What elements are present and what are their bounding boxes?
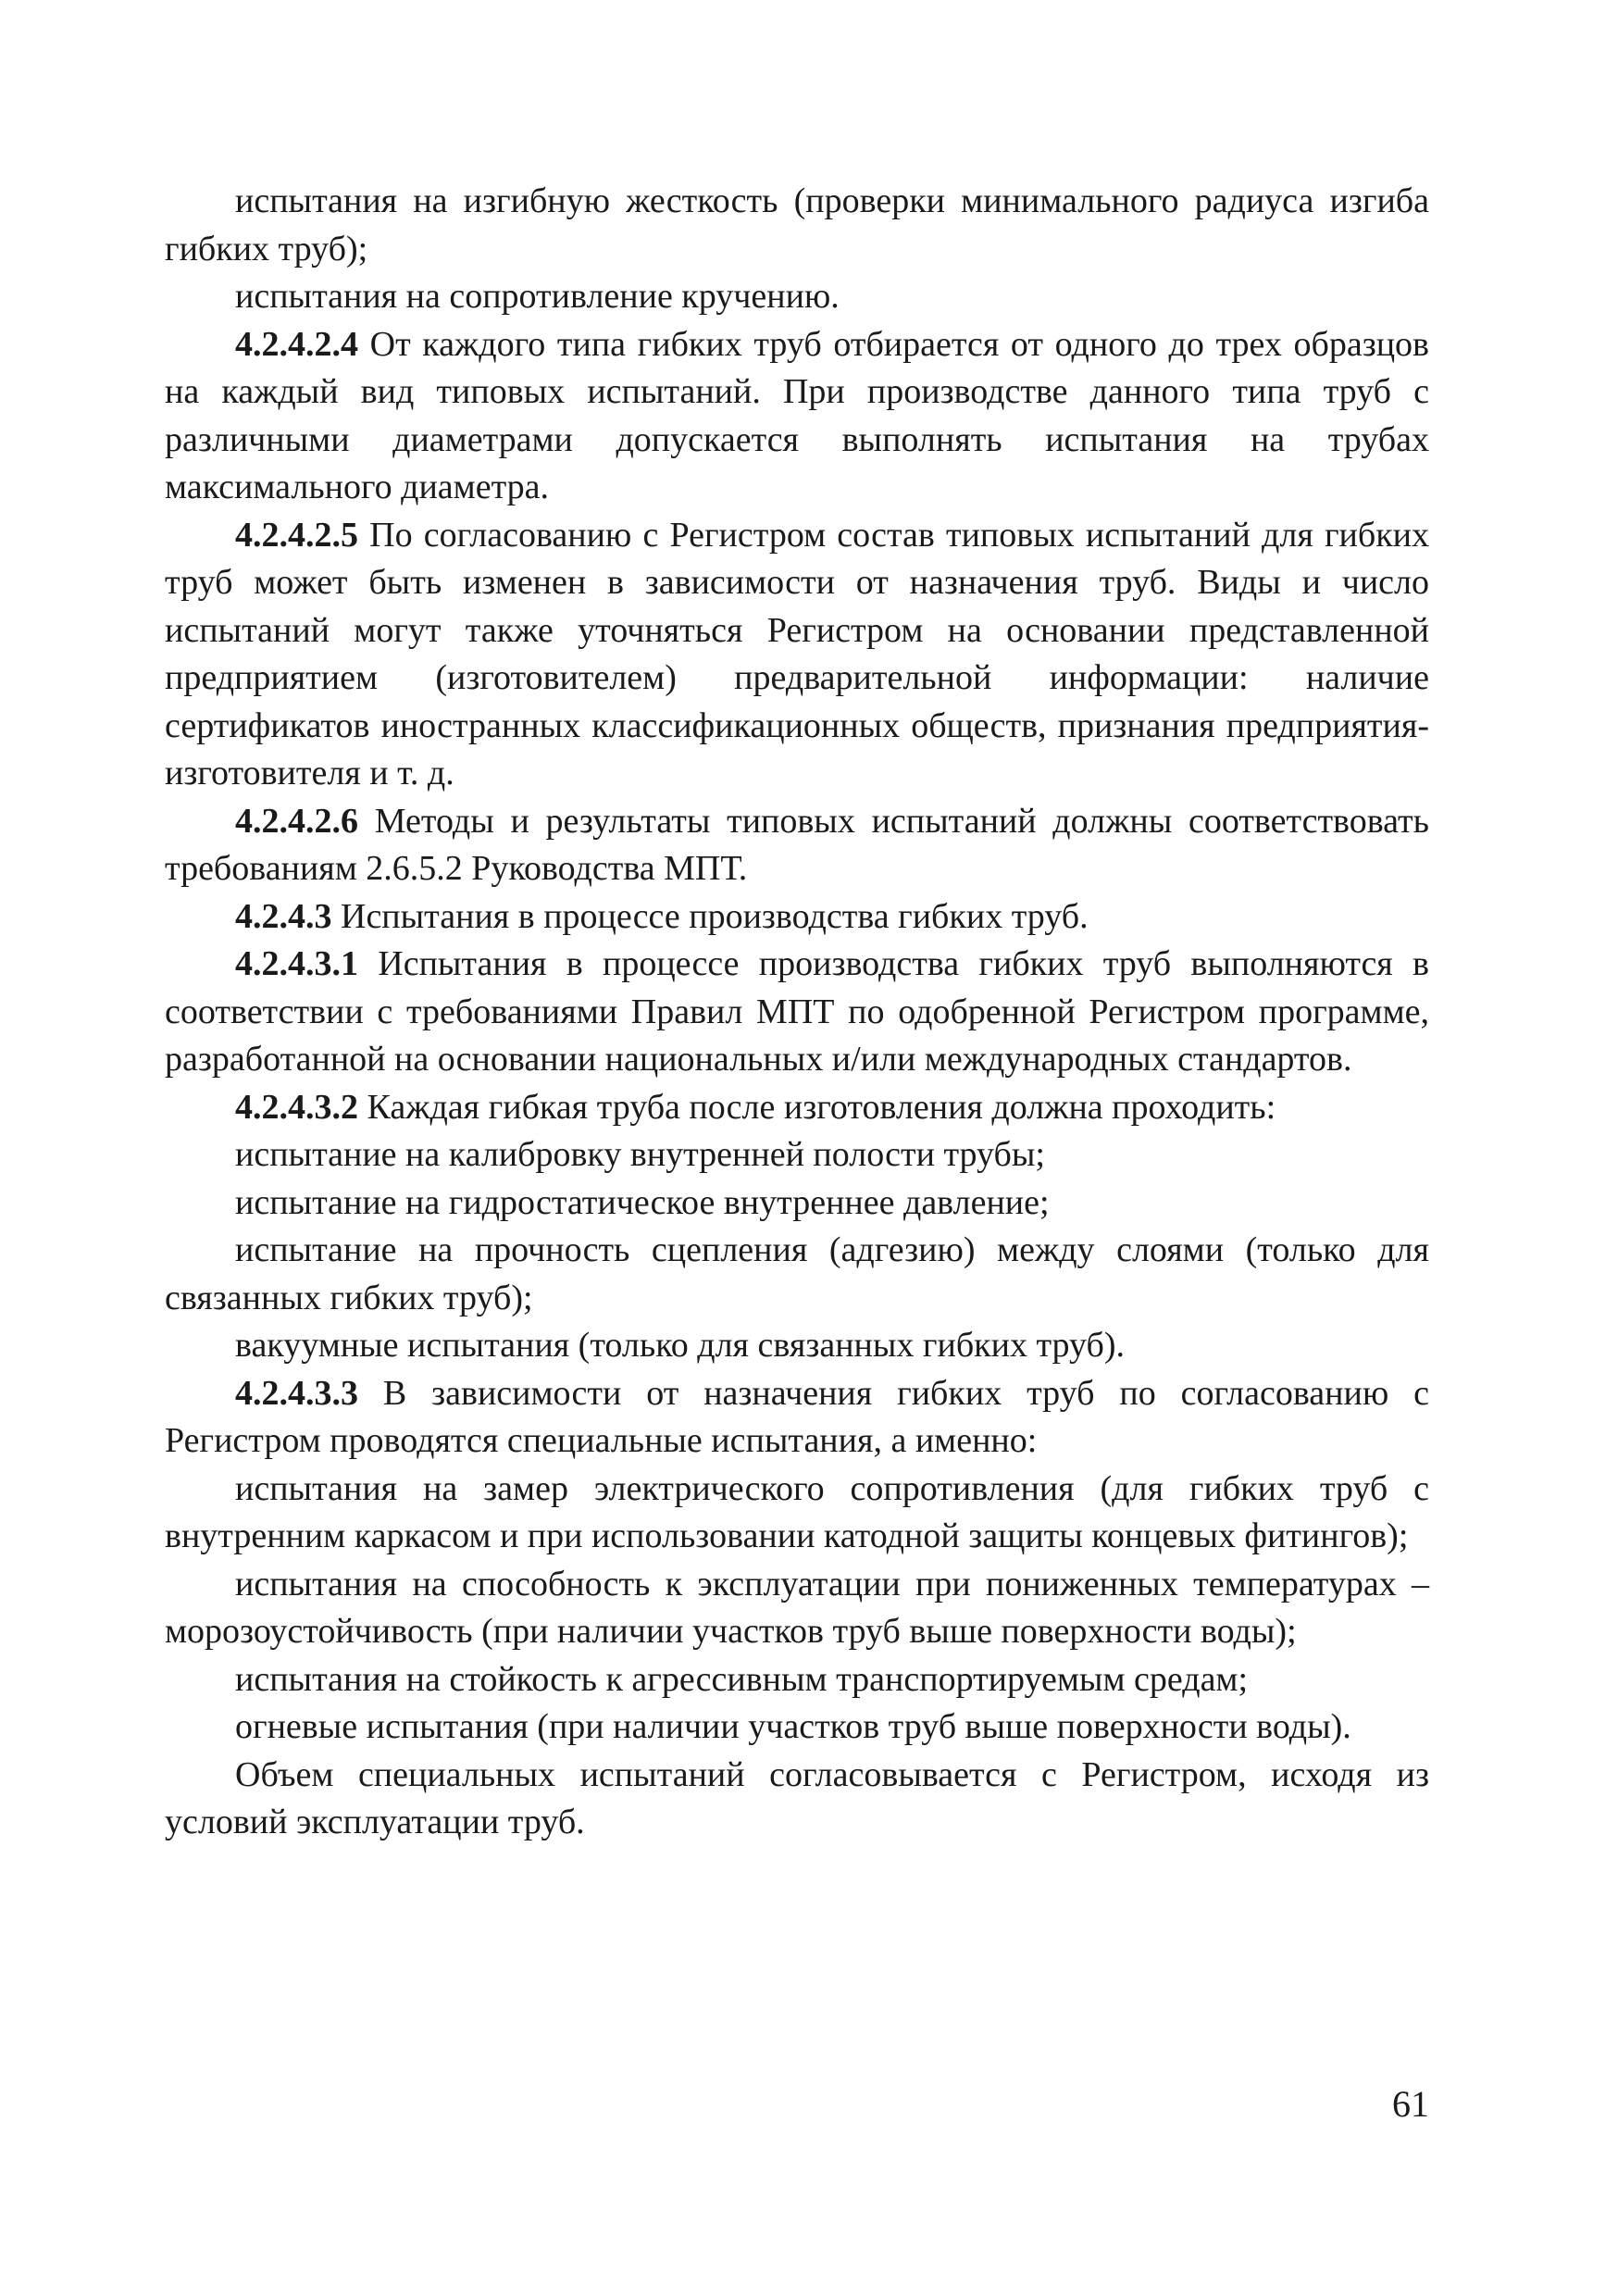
clause-number: 4.2.4.2.5 <box>235 515 358 555</box>
paragraph-text: Объем специальных испытаний согласовывается с Регистром, исходя из условий эксплуатации труб. <box>165 1754 1429 1841</box>
paragraph-10 <box>165 1179 1429 1228</box>
paragraph-4 <box>165 512 1429 798</box>
paragraph-2 <box>165 273 1429 321</box>
paragraph-7 <box>165 941 1429 1084</box>
paragraph-text: От каждого типа гибких труб отбирается от одного до трех образцов на каждый вид типовых испытаний. При производстве данного типа труб с различными диаметрами допускается выполнять испытания на трубах максимального диаметра. <box>165 324 1429 506</box>
paragraph-1 <box>165 178 1429 273</box>
paragraph-8 <box>165 1084 1429 1132</box>
body-text <box>165 178 1429 1847</box>
paragraph-text: испытание на калибровку внутренней полости трубы; <box>235 1135 1045 1174</box>
paragraph-text: Каждая гибкая труба после изготовления должна проходить: <box>358 1087 1276 1127</box>
clause-number: 4.2.4.3 <box>235 896 332 936</box>
paragraph-12 <box>165 1322 1429 1370</box>
paragraph-text: По согласованию с Регистром состав типовых испытаний для гибких труб может быть изменен в зависимости от назначения труб. Виды и число испытаний могут также уточняться Регистром на основании представленной предприятием (изготовителем) предварительной информации: наличие сертификатов иностранных классификационных обществ, признания предприятия-изготовителя и т. д. <box>165 515 1429 792</box>
paragraph-11 <box>165 1227 1429 1322</box>
clause-number: 4.2.4.2.6 <box>235 801 358 841</box>
clause-number: 4.2.4.2.4 <box>235 324 358 364</box>
paragraph-16 <box>165 1656 1429 1704</box>
paragraph-text: Испытания в процессе производства гибких труб выполняются в соответствии с требованиями Правил МПТ по одобренной Регистром программе, разработанной на основании национальных и/или международных стандартов. <box>165 944 1429 1079</box>
paragraph-text: испытания на сопротивление кручению. <box>235 277 840 316</box>
paragraph-15 <box>165 1561 1429 1656</box>
paragraph-9 <box>165 1131 1429 1179</box>
paragraph-text: испытания на изгибную жесткость (проверки минимального радиуса изгиба гибких труб); <box>165 181 1429 268</box>
paragraph-text: Методы и результаты типовых испытаний должны соответствовать требованиям 2.6.5.2 Руководства МПТ. <box>165 801 1429 888</box>
paragraph-text: испытание на прочность сцепления (адгезию) между слоями (только для связанных гибких труб); <box>165 1230 1429 1317</box>
paragraph-18 <box>165 1752 1429 1847</box>
paragraph-text: В зависимости от назначения гибких труб по согласованию с Регистром проводятся специальные испытания, а именно: <box>165 1373 1429 1460</box>
clause-number: 4.2.4.3.3 <box>235 1373 358 1413</box>
paragraph-text: испытания на стойкость к агрессивным транспортируемым средам; <box>235 1659 1249 1699</box>
paragraph-text: вакуумные испытания (только для связанных гибких труб). <box>235 1326 1126 1365</box>
paragraph-5 <box>165 798 1429 893</box>
paragraph-6 <box>165 893 1429 942</box>
paragraph-3 <box>165 321 1429 512</box>
paragraph-text: огневые испытания (при наличии участков труб выше поверхности воды). <box>235 1707 1351 1746</box>
clause-number: 4.2.4.3.2 <box>235 1087 358 1127</box>
paragraph-text: Испытания в процессе производства гибких труб. <box>331 896 1089 936</box>
paragraph-text: испытания на замер электрического сопротивления (для гибких труб с внутренним каркасом и при использовании катодной защиты концевых фитингов); <box>165 1468 1429 1555</box>
paragraph-17 <box>165 1703 1429 1752</box>
paragraph-13 <box>165 1370 1429 1466</box>
paragraph-14 <box>165 1466 1429 1561</box>
paragraph-text: испытания на способность к эксплуатации при пониженных температурах – морозоустойчивость (при наличии участков труб выше поверхности воды); <box>165 1564 1429 1651</box>
page-number: 61 <box>1392 2083 1429 2125</box>
paragraph-text: испытание на гидростатическое внутреннее давление; <box>235 1182 1050 1222</box>
clause-number: 4.2.4.3.1 <box>235 944 358 983</box>
